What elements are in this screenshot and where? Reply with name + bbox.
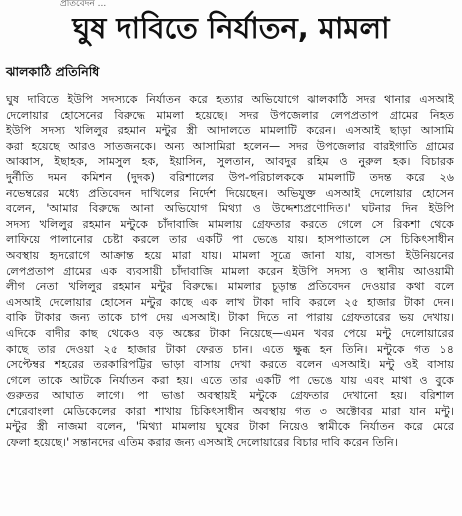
article-line: শেরেবাংলা মেডিকেলের কারা শাখায় চিকিৎসাধীন অবস্থায় গত ৩ অক্টোবর মারা যান মন্টু। [6, 404, 454, 418]
article-body [6, 92, 454, 512]
article-line: সদস্য খলিলুর রহমান মন্টুকে চাঁদাবাজি মামলায় গ্রেফতার করতে গেলে সে রিকশা থেকে [6, 217, 454, 231]
article-line: বলেন, 'আমার বিরুদ্ধে আনা অভিযোগ মিথ্যা ও উদ্দেশ্যপ্রণোদিত।' ঘটনার দিন ইউপি [6, 202, 454, 216]
article-byline: ঝালকাঠি প্রতিনিধি [6, 64, 100, 79]
article-line: করা হয়েছে আরও সাতজনকে। অন্য আসামিরা হলেন— সদর উপজেলার বারইগাতি গ্রামের [6, 139, 454, 153]
article-headline: ঘুষ দাবিতে নির্যাতন, মামলা [72, 11, 390, 45]
article-line: আব্বাস, ইছাহক, সামসুল হক, ইয়াসিন, সুলতান, আবদুর রহিম ও নুরুল হক। বিচারক [6, 155, 454, 169]
article-line: নভেম্বরের মধ্যে প্রতিবেদন দাখিলের নির্দেশ দিয়েছেন। অভিযুক্ত এসআই দেলোয়ার হোসেন [6, 186, 454, 200]
article-line: সেপ্টেম্বর শহরের তরকারিপট্টির ভাড়া বাসায় দেখা করতে বলেন এসআই। মন্টু ওই বাসায় [6, 358, 454, 372]
article-line: কাছে তার দেওয়া ২৫ হাজার টাকা ফেরত চান। এতে ক্ষুব্ধ হন তিনি। মন্টুকে গত ১৪ [6, 342, 454, 356]
article-line: দেলোয়ার হোসেনের বিরুদ্ধে মামলা হয়েছে। সদর উপজেলার লেপপ্রতাপ গ্রামের নিহত [6, 108, 454, 122]
article-line: লীগ নেতা খলিলুর রহমান মন্টুর বিরুদ্ধে। মামলার চূড়ান্ত প্রতিবেদন দেওয়ার কথা বলে [6, 280, 454, 294]
article-line: অবস্থায় হৃদরোগে আক্রান্ত হয়ে মারা যায়। মামলা সূত্রে জানা যায়, বাসন্ডা ইউনিয়নের [6, 248, 454, 262]
article-line: ঘুষ দাবিতে ইউপি সদস্যকে নির্যাতন করে হত্যার অভিযোগে ঝালকাঠি সদর থানার এসআই [6, 93, 454, 106]
article-line: লেপপ্রতাপ গ্রামের এক ব্যবসায়ী চাঁদাবাজি মামলা করেন ইউপি সদস্য ও স্থানীয় আওয়ামী [6, 264, 454, 278]
cut-off-top-text: প্রতিবেদন ... [60, 0, 107, 8]
article-line: গেলে তাকে আটকে নির্যাতন করা হয়। এতে তার একটি পা ভেঙে যায় এবং মাথা ও বুকে [6, 373, 454, 387]
article-line: দুর্নীতি দমন কমিশন (দুদক) বরিশালের উপ-পরিচালককে মামলাটি তদন্ত করে ২৬ [6, 170, 454, 184]
article-line: এসআই দেলোয়ার হোসেন মন্টুর কাছে এক লাখ টাকা দাবি করলে ২৫ হাজার টাকা দেন। [6, 295, 454, 309]
article-line: লাফিয়ে পালানোর চেষ্টা করলে তার একটি পা ভেঙে যায়। হাসপাতালে সে চিকিৎসাধীন [6, 233, 454, 247]
article-line: মন্টুর স্ত্রী নাজমা বলেন, 'মিথ্যা মামলায় ঘুষের টাকা নিয়েও স্বামীকে নির্যাতন করে মেরে [6, 420, 454, 434]
article-line: এদিকে বাদীর কাছ থেকেও বড় অঙ্কের টাকা নিয়েছে—এমন খবর পেয়ে মন্টু দেলোয়ারের [6, 326, 454, 340]
article-line: বাকি টাকার জন্য তাকে চাপ দেয় এসআই। টাকা দিতে না পারায় গ্রেফতারের ভয় দেখায়। [6, 311, 454, 325]
article-line: গুরুতর আঘাত লাগে। পা ভাঙা অবস্থায়ই মন্টুকে গ্রেফতার দেখানো হয়। বরিশাল [6, 389, 454, 403]
article-line: ফেলা হয়েছে।' সন্তানদের এতিম করার জন্য এসআই দেলোয়ারের বিচার দাবি করেন তিনি। [6, 436, 398, 450]
article-line: ইউপি সদস্য খলিলুর রহমান মন্টুর স্ত্রী আদালতে মামলাটি করেন। এসআই ছাড়া আসামি [6, 124, 454, 138]
